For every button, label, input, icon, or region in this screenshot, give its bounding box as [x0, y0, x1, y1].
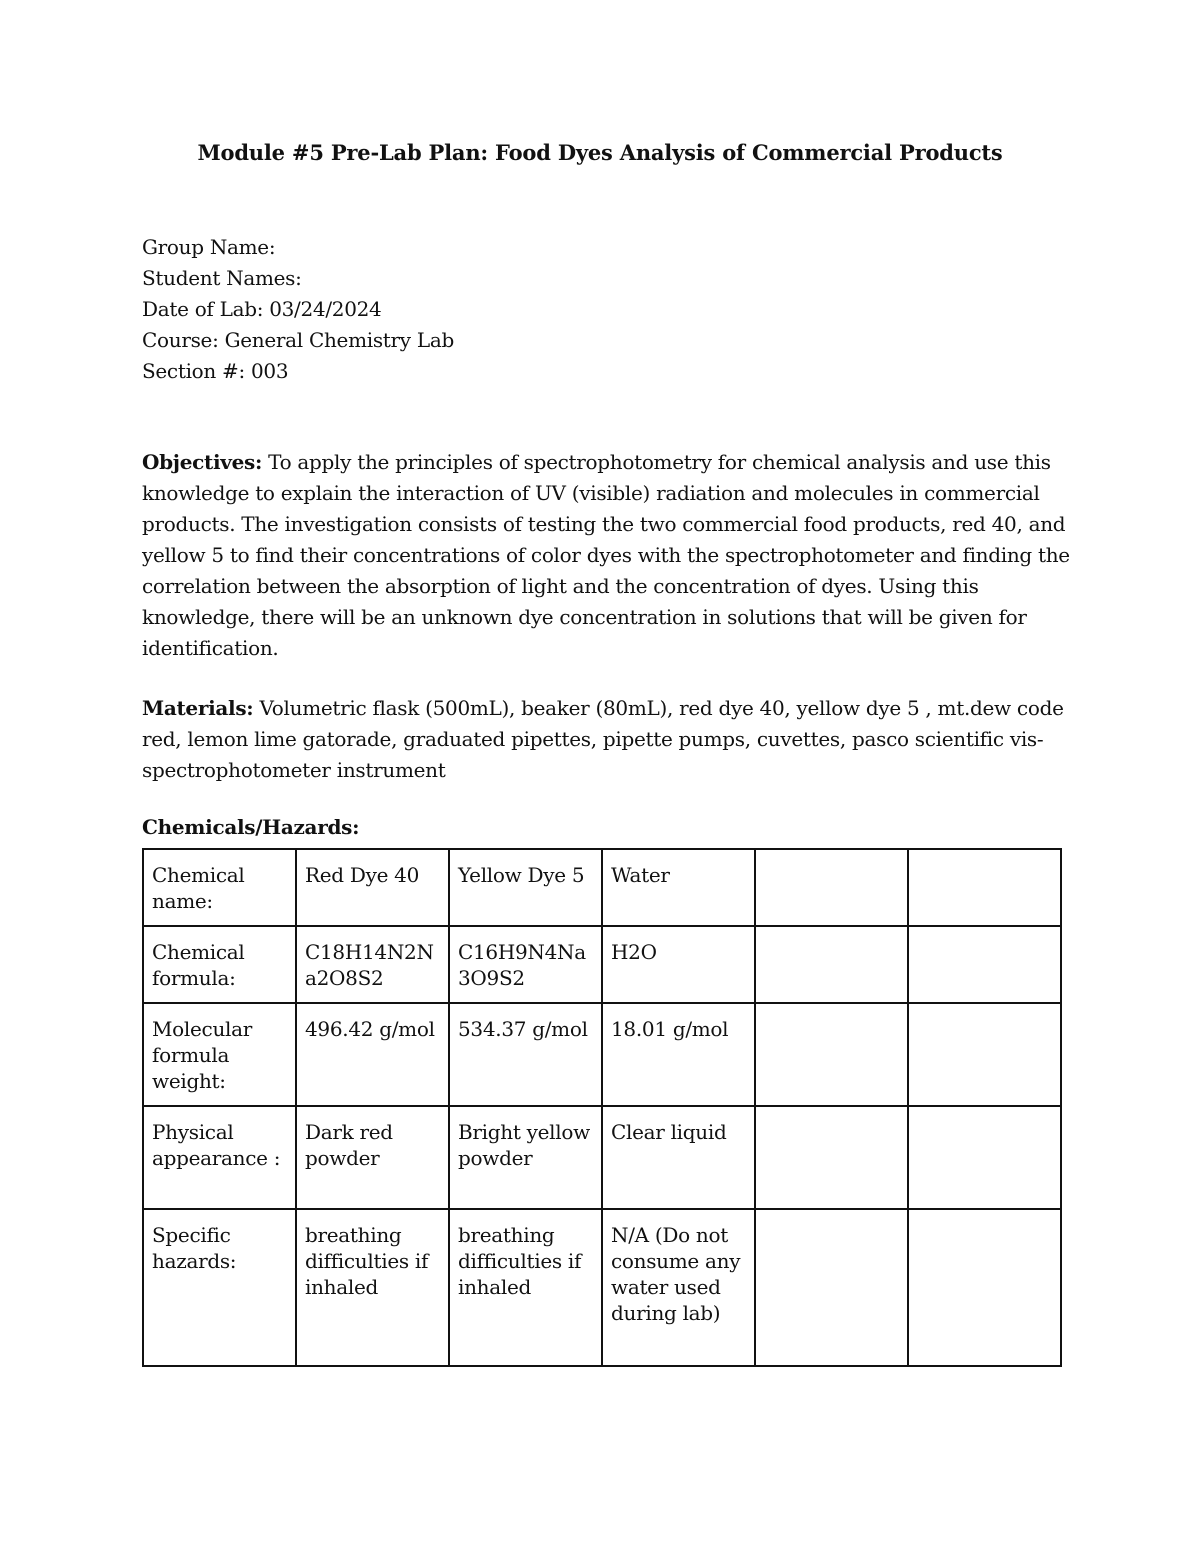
table-cell: Dark red powder — [296, 1106, 449, 1209]
table-cell — [908, 1209, 1061, 1366]
objectives-label: Objectives: — [142, 450, 263, 474]
materials-text: Volumetric flask (500mL), beaker (80mL), red dye 40, yellow dye 5 , mt.dew code red, lemon lime gatorade, graduated pipettes, pipette pumps, cuvettes, pasco scientific vis-spectrophotometer instrument — [142, 696, 1064, 782]
table-cell — [908, 1003, 1061, 1106]
table-cell: Specific hazards: — [143, 1209, 296, 1366]
table-cell — [908, 849, 1061, 926]
table-cell: Yellow Dye 5 — [449, 849, 602, 926]
table-cell — [755, 1209, 908, 1366]
table-cell: N/A (Do not consume any water used during lab) — [602, 1209, 755, 1366]
objectives-text: To apply the principles of spectrophotometry for chemical analysis and use this knowledge to explain the interaction of UV (visible) radiation and molecules in commercial products. The investigation consists of testing the two commercial food products, red 40, and yellow 5 to find their concentrations of color dyes with the spectrophotometer and finding the correlation between the absorption of light and the concentration of dyes. Using this knowledge, there will be an unknown dye concentration in solutions that will be given for identification. — [142, 450, 1070, 660]
materials-paragraph — [142, 693, 1072, 786]
table-row — [143, 849, 1061, 926]
table-cell: Bright yellow powder — [449, 1106, 602, 1209]
table-cell: 496.42 g/mol — [296, 1003, 449, 1106]
date-of-lab-line: Date of Lab: 03/24/2024 — [142, 297, 382, 321]
table-cell: breathing difficulties if inhaled — [449, 1209, 602, 1366]
table-cell: Clear liquid — [602, 1106, 755, 1209]
table-row — [143, 1209, 1061, 1366]
table-cell — [755, 1003, 908, 1106]
table-cell: 18.01 g/mol — [602, 1003, 755, 1106]
lab-info-block — [142, 232, 454, 387]
group-name-line: Group Name: — [142, 235, 276, 259]
table-cell — [755, 926, 908, 1003]
table-cell: Water — [602, 849, 755, 926]
table-row — [143, 1003, 1061, 1106]
table-cell — [755, 849, 908, 926]
page-title: Module #5 Pre-Lab Plan: Food Dyes Analysis of Commercial Products — [197, 140, 1003, 165]
table-cell — [908, 926, 1061, 1003]
table-cell: Molecular formula weight: — [143, 1003, 296, 1106]
hazards-heading: Chemicals/Hazards: — [142, 815, 360, 839]
table-cell: H2O — [602, 926, 755, 1003]
table-cell: Chemical name: — [143, 849, 296, 926]
table-cell: 534.37 g/mol — [449, 1003, 602, 1106]
hazards-table — [142, 848, 1062, 1367]
materials-label: Materials: — [142, 696, 254, 720]
table-row — [143, 1106, 1061, 1209]
table-cell: C18H14N2Na2O8S2 — [296, 926, 449, 1003]
objectives-paragraph — [142, 447, 1072, 664]
table-row — [143, 926, 1061, 1003]
section-line: Section #: 003 — [142, 359, 289, 383]
table-cell — [908, 1106, 1061, 1209]
table-cell: Physical appearance : — [143, 1106, 296, 1209]
course-line: Course: General Chemistry Lab — [142, 328, 454, 352]
student-names-line: Student Names: — [142, 266, 302, 290]
table-cell: Red Dye 40 — [296, 849, 449, 926]
table-cell: Chemical formula: — [143, 926, 296, 1003]
table-cell — [755, 1106, 908, 1209]
table-cell: breathing difficulties if inhaled — [296, 1209, 449, 1366]
table-cell: C16H9N4Na3O9S2 — [449, 926, 602, 1003]
